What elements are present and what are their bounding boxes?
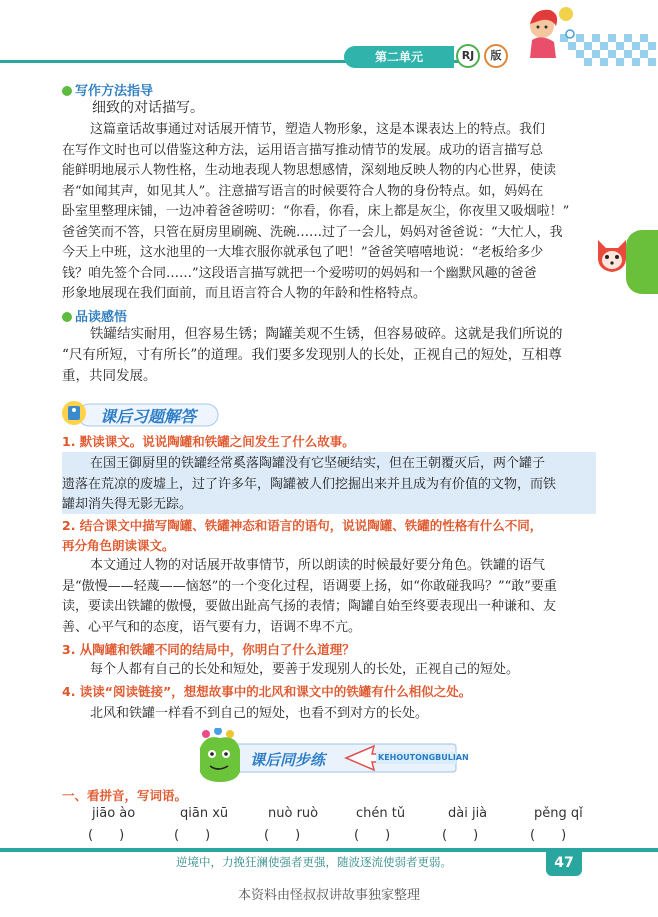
writing-method-heading [62,80,153,99]
bullet-dot-icon [62,86,72,96]
page-header [0,0,658,80]
text-line: 在写作文时也可以借鉴这种方法，运用语言描写推动情节的发展。成功的语言描写总 [62,142,544,158]
text-line: 今天上中班，这水池里的一大堆衣服你就承包了吧！”爸爸笑嘻嘻地说：“老板给多少 [62,245,544,260]
writing-method-body [62,120,598,305]
homework-banner-title: 课后习题解答 [100,407,197,426]
footer-motto: 逆境中，力挽狂澜使强者更强，随波逐流使弱者更弱。 [176,855,452,869]
credit-line: 本资料由怪叔叔讲故事独家整理 [237,888,420,903]
answer-2 [62,556,598,638]
text-line: 在国王御厨里的铁罐经常奚落陶罐没有它坚硬结实，但在王朝覆灭后，两个罐子 [90,456,546,471]
writing-method-subtitle: 细致的对话描写。 [92,100,204,116]
pinyin-4: chén tǔ [356,806,406,821]
answer-4: 北风和铁罐一样看不到自己的短处，也看不到对方的长处。 [90,706,429,721]
text-line: 遗落在荒凉的废墟上，过了许多年，陶罐被人们挖掘出来并且成为有价值的文物，而铁 [62,476,557,492]
edition-badge: 版 [484,44,508,68]
text-line: 这篇童话故事通过对话展开情节，塑造人物形象，这是本课表达上的特点。我们 [90,122,546,137]
text-line: 罐却消失得无影无踪。 [62,497,193,512]
text-line: 是“傲慢——轻蔑——恼怒”的一个变化过程，语调要上扬，如“你敢碰我吗？”“敢”要重 [62,578,557,594]
text-line: “尺有所短，寸有所长”的道理。我们要多发现别人的长处，正视自己的短处，互相尊 [62,347,562,363]
text-line: 形象地展现在我们面前，而且语言符合人物的年龄和性格特点。 [62,286,427,301]
page-number: 47 [546,850,582,876]
pinyin-6: pěng qǐ [534,806,583,821]
reading-feeling-body [62,324,598,387]
fox-mascot-icon [592,232,632,276]
question-3: 3. 从陶罐和铁罐不同的结局中，你明白了什么道理？ [62,642,355,657]
sync-banner-title: 课后同步练 [250,751,326,769]
text-line: 本文通过人物的对话展开故事情节，所以朗读的时候最好要分角色。铁罐的语气 [90,558,546,573]
pinyin-5: dài jià [448,806,488,821]
answer-blank-5[interactable]: ( ) [442,828,479,843]
text-line: 铁罐结实耐用，但容易生锈；陶罐美观不生锈，但容易破碎。这就是我们所说的 [90,326,563,342]
text-line: 重，共同发展。 [62,368,157,384]
homework-banner [60,396,220,434]
question-4: 4. 读读“阅读链接”，想想故事中的北风和课文中的铁罐有什么相似之处。 [62,684,472,699]
unit-tag [344,46,454,68]
sync-practice-banner [196,728,470,784]
pinyin-2: qiān xū [180,806,229,821]
pinyin-3: nuò ruò [268,806,319,821]
text-line: 能鲜明地展示人物性格，生动地表现人物思想感情，深刻地反映人物的内心世界，使读 [62,163,557,178]
text-line: 卧室里整理床铺，一边冲着爸爸唠叨：“你看，你看，床上都是灰尘，你夜里又吸烟啦！” [62,204,570,219]
text-line: 2. 结合课文中描写陶罐、铁罐神态和语言的语句，说说陶罐、铁罐的性格有什么不同， [62,518,543,533]
answer-blank-4[interactable]: ( ) [354,828,391,843]
exercise-1-title: 一、看拼音，写词语。 [62,788,188,803]
reading-feeling-heading-text: 品读感悟 [75,310,128,325]
answer-blank-6[interactable]: ( ) [530,828,567,843]
sync-banner-pinyin: KEHOUTONGBULIAN [378,753,469,762]
answer-blank-3[interactable]: ( ) [264,828,301,843]
reading-feeling-heading [62,306,127,325]
answer-1 [62,454,598,516]
unit-label: 第二单元 [374,50,423,64]
question-1: 1. 默读课文。说说陶罐和铁罐之间发生了什么故事。 [62,434,355,449]
girl-mascot-icon [520,0,580,62]
text-line: 善、心平气和的态度，语气要有力，语调不卑不亢。 [62,619,362,635]
rj-badge: RJ [456,44,480,68]
question-2 [62,516,542,556]
text-line: 者“如闻其声，如见其人”。注意描写语言的时候要符合人物的身份特点。如，妈妈在 [62,183,544,199]
text-line: 再分角色朗读课文。 [62,538,175,553]
writing-method-heading-text: 写作方法指导 [75,84,154,99]
text-line: 爸爸笑而不答，只管在厨房里刷碗、洗碗……过了一会儿，妈妈对爸爸说：“大忙人，我 [62,224,563,240]
answer-blank-2[interactable]: ( ) [174,828,211,843]
pinyin-1: jiāo ào [92,806,136,821]
bullet-dot-icon [62,312,72,322]
answer-blank-1[interactable]: ( ) [88,828,125,843]
text-line: 读，要读出铁罐的傲慢，要做出趾高气扬的表情；陶罐自始至终要表现出一种谦和、友 [62,599,557,614]
text-line: 钱？咱先签个合同……”这段语言描写就把一个爱唠叨的妈妈和一个幽默风趣的爸爸 [62,265,537,281]
answer-3: 每个人都有自己的长处和短处，要善于发现别人的长处，正视自己的短处。 [90,662,520,677]
